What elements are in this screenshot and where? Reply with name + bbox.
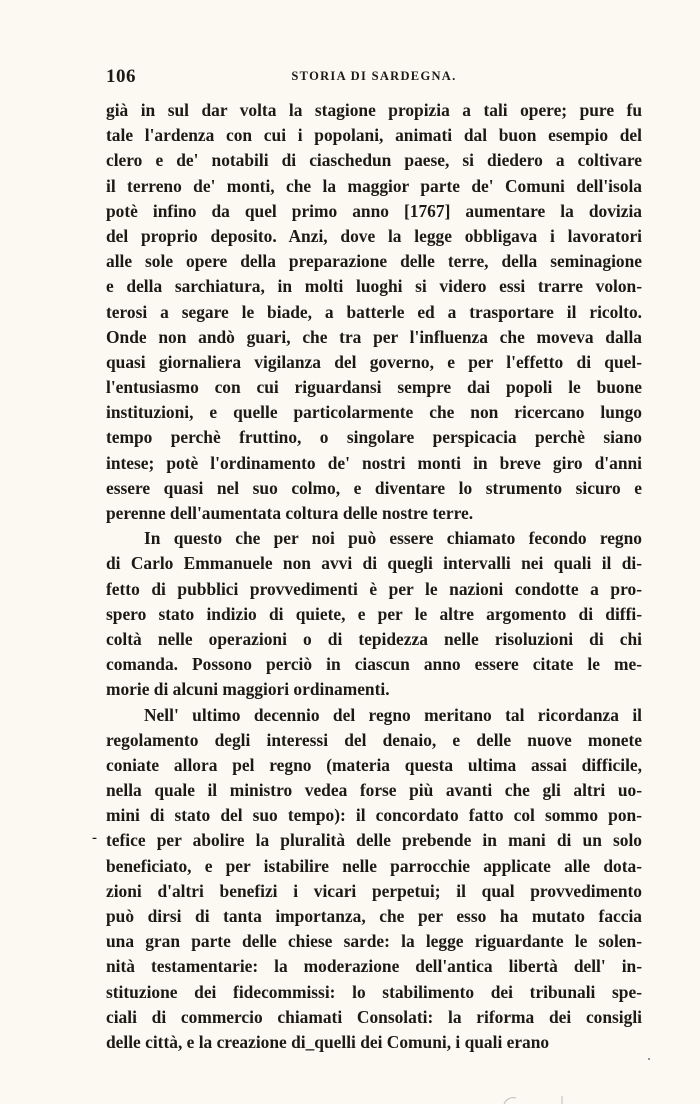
text-line: tefice per abolire la pluralità delle prebende in mani di un solo [106, 830, 642, 851]
print-speck [648, 1058, 650, 1060]
text-line: coniate allora pel regno (materia questa ultima assai difficile, [106, 754, 642, 775]
text-line: tempo perchè fruttino, o singolare perspicacia perchè siano [106, 427, 642, 448]
text-line: stituzione dei fidecommissi: lo stabilimento dei tribunali spe- [106, 981, 642, 1002]
text-line: può dirsi di tanta importanza, che per esso ha mutato faccia [106, 906, 642, 926]
text-line: mini di stato del suo tempo): il concordato fatto col sommo pon- [106, 805, 642, 826]
text-line: zioni d'altri benefizi i vicari perpetui; il qual provvedimento [106, 880, 642, 901]
text-line: delle città, e la creazione di_quelli dei Comuni, i quali erano [106, 1031, 550, 1052]
text-line: il terreno de' monti, che la maggior parte de' Comuni dell'isola [106, 175, 642, 196]
text-line: coltà nelle operazioni o di tepidezza nelle risoluzioni di chi [106, 628, 642, 649]
text-line: terosi a segare le biade, a batterle ed a trasportare il ricolto. [106, 301, 642, 322]
text-line: di Carlo Emmanuele non avvi di quegli intervalli nei quali il di- [106, 553, 642, 574]
page-header [106, 66, 642, 90]
text-line: In questo che per noi può essere chiamato fecondo regno [144, 528, 642, 549]
text-line: instituzioni, e quelle particolarmente che non ricercano lungo [106, 402, 642, 423]
text-line: intese; potè l'ordinamento de' nostri monti in breve giro d'anni [106, 452, 642, 473]
text-line: una gran parte delle chiese sarde: la legge riguardante le solen- [106, 931, 642, 952]
text-line: tale l'ardenza con cui i popolani, animati dal buon esempio del [106, 125, 642, 146]
text-line: regolamento degli interessi del denaio, e delle nuove monete [106, 729, 642, 750]
text-line: clero e de' notabili di ciaschedun paese, si diedero a coltivare [106, 150, 642, 171]
text-line: già in sul dar volta la stagione propizia a tali opere; pure fu [106, 100, 642, 120]
text-line: morie di alcuni maggiori ordinamenti. [106, 679, 390, 700]
text-line: alle sole opere della preparazione delle terre, della seminagione [106, 251, 642, 272]
text-line: perenne dell'aumentata coltura delle nostre terre. [106, 503, 474, 523]
paragraph [106, 526, 642, 702]
body-text [106, 98, 642, 1055]
paragraph [106, 703, 642, 1056]
text-line: spero stato indizio di quiete, e per le altre argomento di diffi- [106, 603, 642, 624]
running-title: STORIA DI SARDEGNA. [291, 69, 457, 83]
text-line: l'entusiasmo con cui riguardansi sempre dai popoli le buone [106, 377, 642, 398]
text-line: Onde non andò guari, che tra per l'influenza che moveva dalla [106, 326, 642, 347]
margin-mark: - [92, 830, 97, 846]
text-line: del proprio deposito. Anzi, dove la legge obbligava i lavoratori [106, 225, 642, 246]
text-line: essere quasi nel suo colmo, e diventare lo strumento sicuro e [106, 477, 642, 498]
text-line: nella quale il ministro vedea forse più avanti che gli altri uo- [106, 780, 642, 801]
text-line: ciali di commercio chiamati Consolati: la riforma dei consigli [106, 1006, 642, 1027]
text-line: Nell' ultimo decennio del regno meritano tal ricordanza il [144, 704, 642, 725]
text-line: fetto di pubblici provvedimenti è per le nazioni condotte a pro- [106, 578, 642, 599]
text-line: beneficiato, e per istabilire nelle parrocchie applicate alle dota- [106, 855, 642, 876]
watermark-fragment [498, 1092, 578, 1104]
text-line: potè infino da quel primo anno [1767] aumentare la dovizia [106, 200, 642, 221]
paragraph [106, 98, 642, 526]
page-number: 106 [106, 66, 136, 87]
text-line: e della sarchiatura, in molti luoghi si videro essi trarre volon- [106, 276, 642, 297]
text-line: nità testamentarie: la moderazione dell'antica libertà dell' in- [106, 956, 642, 977]
text-line: comanda. Possono perciò in ciascun anno essere citate le me- [106, 654, 642, 675]
text-line: quasi giornaliera vigilanza del governo, e per l'effetto di quel- [106, 351, 642, 372]
